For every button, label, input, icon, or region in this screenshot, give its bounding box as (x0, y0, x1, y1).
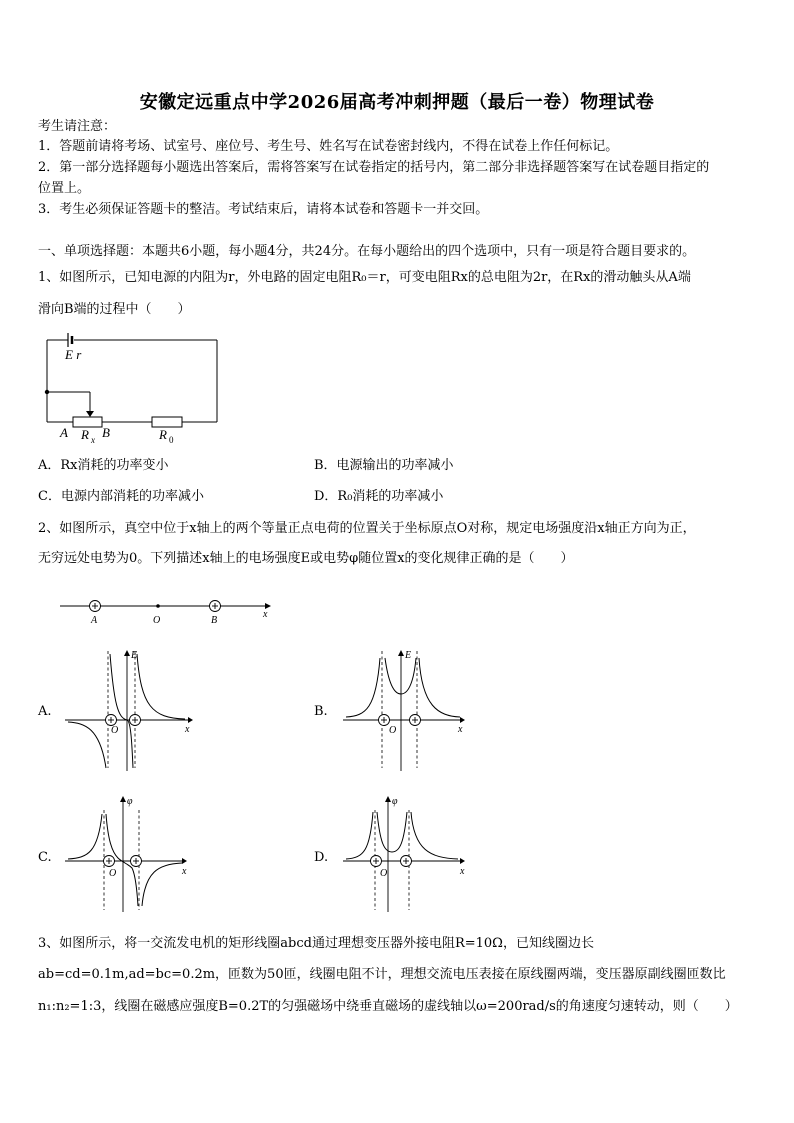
q2-option-d-label: D. (314, 850, 329, 865)
svg-text:E: E (131, 650, 138, 661)
notice-item-2-cont: 位置上。 (38, 181, 91, 196)
q1-option-b: B．电源输出的功率减小 (314, 458, 454, 473)
q2-stem-line2: 无穷远处电势为0。下列描述x轴上的电场强度E或电势φ随位置x的变化规律正确的是（ ） (38, 551, 574, 566)
q1-stem-line2: 滑向B端的过程中（ ） (38, 302, 191, 317)
q2-graph-b (338, 646, 478, 776)
q1-option-c: C．电源内部消耗的功率减小 (38, 489, 204, 504)
q2-graph-d (338, 792, 478, 917)
svg-text:O: O (380, 868, 388, 879)
q2-option-c-label: C. (38, 850, 52, 865)
q2-graph-a (60, 646, 200, 776)
axis-label-b: B (211, 615, 218, 626)
q3-stem-line2: ab=cd=0.1m,ad=bc=0.2m，匝数为50匝，线圈电阻不计，理想交流电压表接在原线圈两端，变压器原副线圈匝数比 (38, 967, 726, 982)
circuit-label-rx-sub: x (91, 435, 95, 445)
circuit-label-r0-sub: 0 (169, 435, 174, 445)
axis-label-a: A (91, 615, 98, 626)
q1-stem-line1: 1、如图所示，已知电源的内阻为r，外电路的固定电阻R₀＝r，可变电阻Rx的总电阻为2r，在Rx的滑动触头从A端 (38, 270, 691, 285)
svg-text:φ: φ (127, 796, 133, 807)
svg-text:E: E (405, 650, 412, 661)
axis-label-x: x (263, 609, 268, 620)
notice-item-2: 2．第一部分选择题每小题选出答案后，需将答案写在试卷指定的括号内，第二部分非选择题答案写在试卷题目指定的 (38, 160, 710, 175)
charge-b (210, 601, 221, 612)
q2-option-a-label: A. (38, 704, 52, 719)
q2-option-b-label: B. (314, 704, 328, 719)
circuit-label-b: B (102, 425, 110, 440)
q2-stem-line1: 2、如图所示，真空中位于x轴上的两个等量正点电荷的位置关于坐标原点O对称，规定电场强度沿x轴正方向为正， (38, 521, 696, 536)
q1-option-d: D．R₀消耗的功率减小 (314, 489, 444, 504)
circuit-source-label: E r (65, 347, 82, 362)
q3-stem-line1: 3、如图所示，将一交流发电机的矩形线圈abcd通过理想变压器外接电阻R=10Ω，已知线圈边长 (38, 936, 594, 951)
notice-item-1: 1．答题前请将考场、试室号、座位号、考生号、姓名写在试卷密封线内，不得在试卷上作任何标记。 (38, 139, 619, 154)
axis-label-o: O (153, 615, 161, 626)
circuit-label-a: A (60, 425, 68, 440)
notice-heading: 考生请注意： (38, 119, 117, 134)
q3-stem-line3: n₁:n₂=1:3，线圈在磁感应强度B=0.2T的匀强磁场中绕垂直磁场的虚线轴以ω=200rad/s的角速度匀速转动，则（ ） (38, 999, 738, 1014)
q2-graph-c (60, 792, 200, 917)
svg-text:O: O (111, 725, 119, 736)
section-heading: 一、单项选择题：本题共6小题，每小题4分，共24分。在每小题给出的四个选项中，只有一项是符合题目要求的。 (38, 244, 696, 259)
svg-text:O: O (109, 868, 117, 879)
q2-charge-axis-diagram (55, 593, 285, 629)
circuit-label-rx: R (81, 427, 89, 442)
svg-text:φ: φ (392, 796, 398, 807)
svg-text:x: x (185, 724, 190, 735)
svg-text:x: x (460, 866, 465, 877)
q1-circuit-diagram (40, 328, 230, 448)
charge-a (90, 601, 101, 612)
svg-text:x: x (458, 724, 463, 735)
q1-option-a: A．Rx消耗的功率变小 (38, 458, 169, 473)
notice-item-3: 3．考生必须保证答题卡的整洁。考试结束后，请将本试卷和答题卡一并交回。 (38, 202, 489, 217)
svg-text:O: O (389, 725, 397, 736)
circuit-label-r0: R (159, 427, 167, 442)
svg-text:x: x (182, 866, 187, 877)
page-title: 安徽定远重点中学2026届高考冲刺押题（最后一卷）物理试卷 (139, 92, 655, 113)
